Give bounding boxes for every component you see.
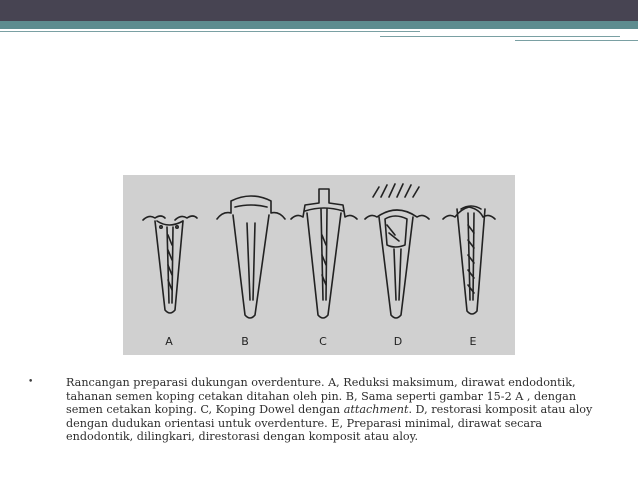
caption-italic: attachment: [343, 403, 409, 417]
tooth-diagrams: [123, 175, 515, 355]
figure-caption: [28, 376, 603, 444]
tooth-b: [217, 196, 285, 318]
tooth-d: [365, 184, 429, 318]
tooth-preparation-figure: [123, 175, 515, 355]
figure-label: A: [165, 335, 173, 348]
accent-line: [0, 31, 420, 32]
tooth-e: [443, 206, 495, 314]
caption-part-1: Rancangan preparasi dukungan overdenture. A, Reduksi maksimum, dirawat endodontik, tahanan semen koping cetakan ditahan oleh pin. B, Sama seperti gambar 15-2 A , dengan semen cetakan koping. C, Koping Dowel dengan: [66, 376, 577, 417]
caption-part-2: . D, restorasi komposit atau aloy dengan dudukan orientasi untuk overdenture. E, Preparasi minimal, dirawat secara endodontik, dilingkari, direstorasi dengan komposit atau aloy.: [66, 403, 593, 444]
tooth-c: [291, 189, 357, 318]
caption-text: [66, 376, 603, 444]
accent-band: [0, 21, 638, 29]
figure-label: C: [319, 335, 327, 348]
tooth-a: [143, 216, 197, 313]
figure-label: D: [393, 335, 403, 348]
accent-line: [515, 40, 638, 41]
figure-label: E: [469, 335, 477, 348]
title-bar: [0, 0, 638, 21]
accent-line: [380, 36, 620, 37]
bullet-icon: •: [28, 377, 34, 387]
figure-label: B: [241, 335, 249, 348]
